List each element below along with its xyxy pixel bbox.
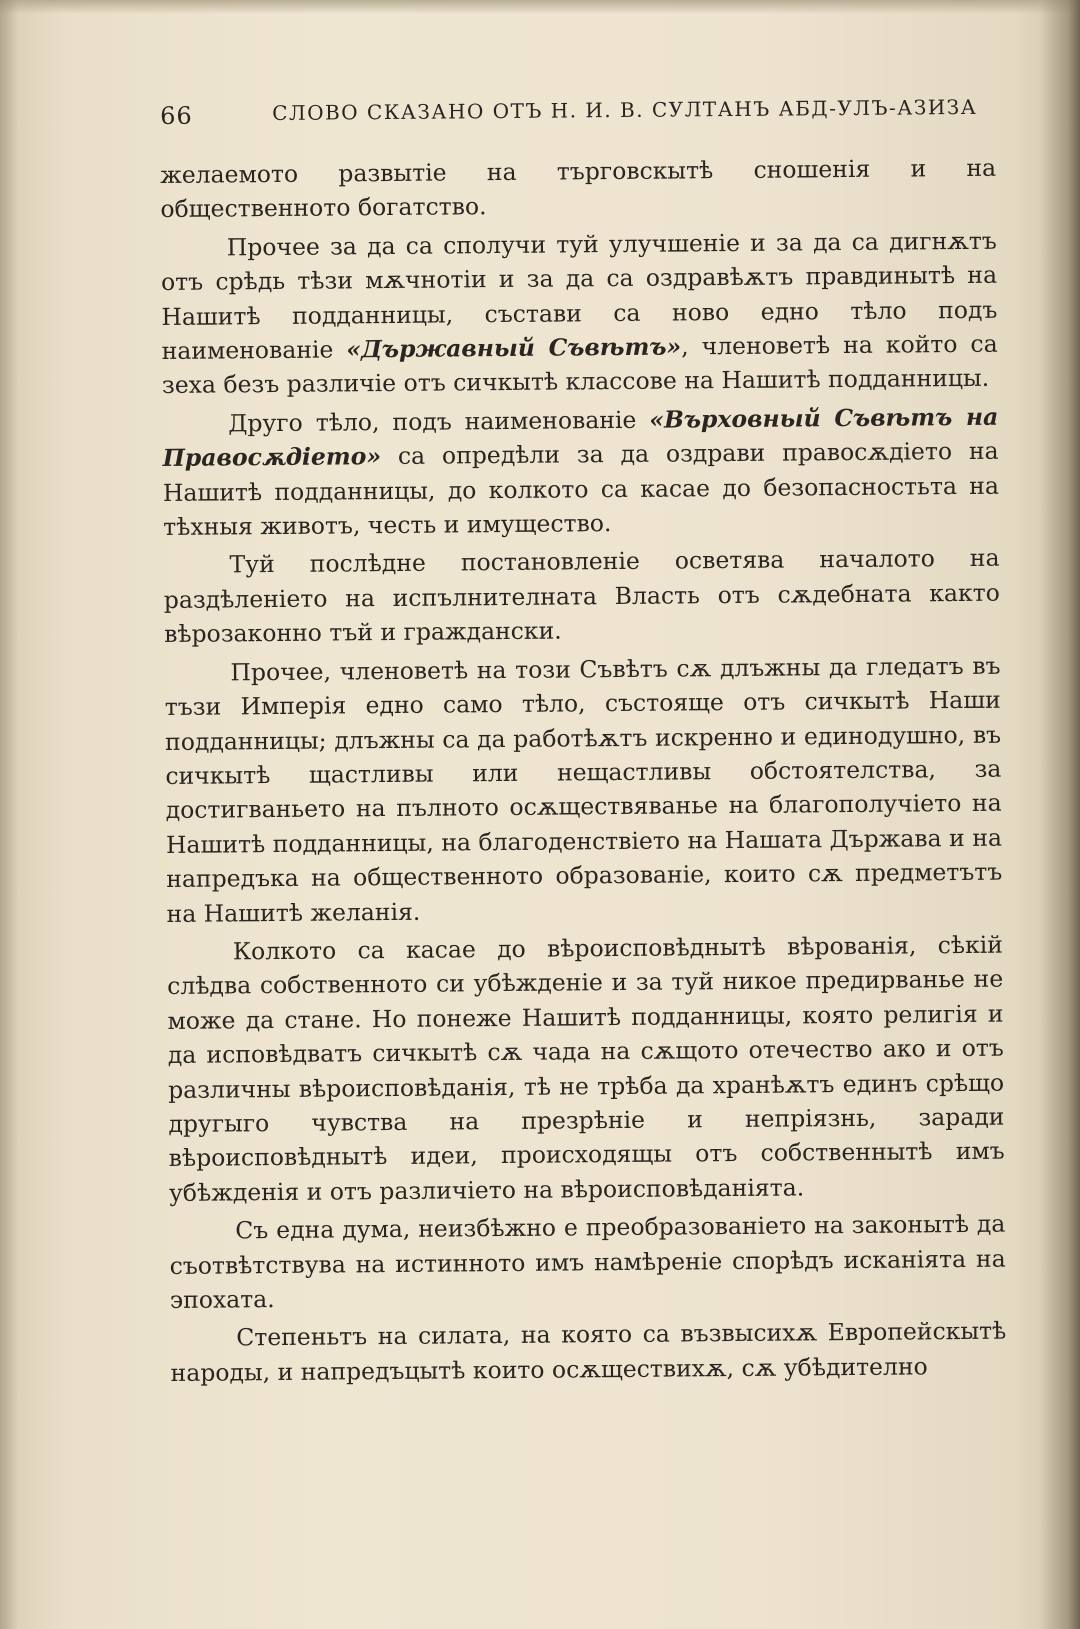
paragraph-7-text: Съ една дума, неизбѣжно е преобразованіето на законытѣ да съотвѣтствува на истинното имъ намѣреніе спорѣдъ исканіята на эпохата.: [169, 1209, 1006, 1314]
page-left-edge: [0, 0, 18, 1629]
paragraph-1: [160, 151, 997, 227]
paragraph-3-text: Друго тѣло, подъ наименованіе: [228, 405, 650, 438]
paragraph-2: [161, 224, 998, 403]
paragraph-1-text: желаемото развытіе на търговскытѣ сношенія и на общественното богатство.: [160, 153, 997, 224]
paragraph-2-text: Прочее за да са сполучи туй улучшеніе и за да са дигнѫтъ отъ срѣдь тѣзи мѫчнотіи и за да са оздравѣѫтъ правдинытѣ на Нашитѣ подданницы, състави са ново едно тѣло подъ наименованіе: [160, 226, 998, 366]
paragraph-2-text-after: , членоветѣ на който са зеха безъ различіе отъ сичкытѣ классове на Нашитѣ подданницы.: [161, 329, 998, 400]
paragraph-6-text: Колкото са касае до вѣроисповѣднытѣ вѣрованія, сѣкій слѣдва собственното си убѣжденіе и за туй никое предирванье не може да стане. Но понеже Нашитѣ подданницы, която религія и да исповѣдватъ сичкытѣ сѫ чада на сѫщото отечество ако и отъ различны вѣроисповѣданія, тѣ не трѣба да хранѣѫтъ единъ срѣщо другыго чувства на презрѣніе и непріязнь, заради вѣроисповѣднытѣ идеи, происходящы отъ собственнытѣ имъ убѣжденія и отъ различіето на вѣроисповѣданіята.: [167, 930, 1005, 1207]
paragraph-2-italic: «Държавный Съвѣтъ»: [346, 332, 682, 364]
paragraph-5: [164, 648, 1002, 931]
paragraph-7: [169, 1207, 1006, 1318]
paragraph-3-text-after: са опредѣли за да оздрави правосѫдіето на Нашитѣ подданницы, до колкото са касае до безопасностьта на тѣхныя животъ, честь и имущество.: [162, 436, 1000, 542]
paragraph-5-text: Прочее, членоветѣ на този Съвѣтъ сѫ длъжны да гледатъ въ тъзи Имперія едно само тѣло, състояще отъ сичкытѣ Наши подданницы; длъжны са да работѣѫтъ искренно и единодушно, въ сичкытѣ щастливы или нещастливы обстоятелства, за достигваньето на пълното осѫществяванье на благополучіето на Нашитѣ подданницы, на благоденствіето на Нашата Държава и на напредъка на общественното образованіе, които сѫ предметътъ на Нашитѣ желанія.: [164, 651, 1003, 928]
running-title: СЛОВО СКАЗАНО ОТЪ Н. И. В. СУЛТАНЪ АБД-УЛЪ-АЗИЗА: [272, 94, 978, 126]
running-header: [160, 88, 1020, 136]
page-top-shadow: [0, 0, 1080, 14]
paragraph-6: [167, 928, 1005, 1211]
paragraph-4-text: Туй послѣдне постановленіе осветява началото на раздѣленіето на испълнителната Власть отъ сѫдебната както вѣрозаконно тъй и граждански.: [163, 544, 1000, 649]
paragraph-3-italic: «Върховный Съвѣтъ на Правосѫдіето»: [162, 402, 999, 473]
paragraph-8: [170, 1314, 1007, 1390]
body-text: [160, 151, 1007, 1390]
paragraph-4: [163, 541, 1000, 652]
paragraph-3: [162, 400, 999, 545]
page-number: 66: [160, 101, 193, 130]
paragraph-8-text: Степеньтъ на силата, на която са възвысихѫ Европейскытѣ народы, и напредъцытѣ които осѫществихѫ, сѫ убѣдително: [170, 1317, 1007, 1387]
page-spine-shadow: [1040, 0, 1080, 1629]
